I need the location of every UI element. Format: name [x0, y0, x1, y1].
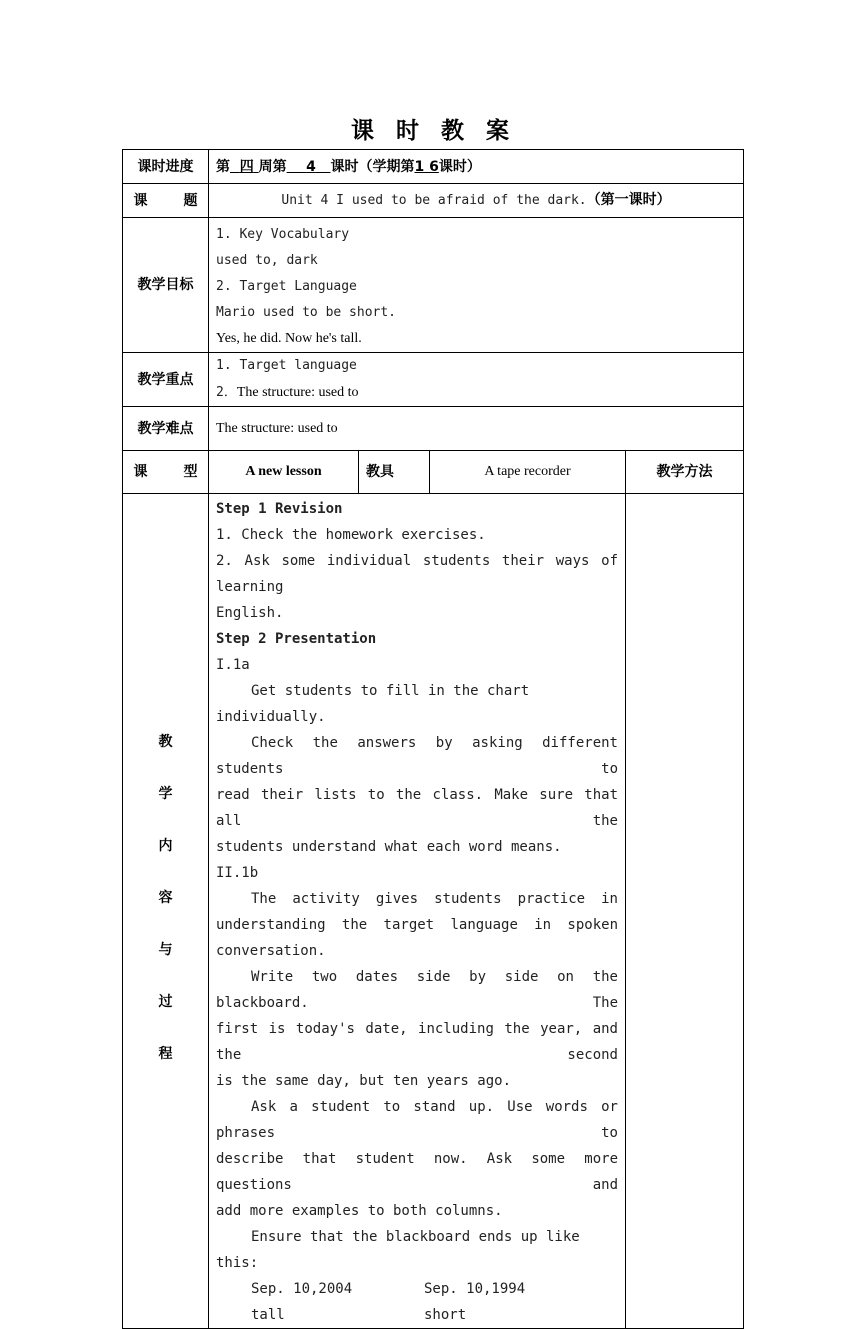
row-process	[123, 494, 744, 1329]
process-line: conversation.	[216, 943, 326, 959]
progress-text: 第	[216, 158, 230, 175]
objective-line: Mario used to be short.	[216, 305, 397, 320]
term-lesson-number: 1 6	[414, 158, 439, 175]
process-line: Ask a student to stand up. Use words or phrases to	[216, 1099, 618, 1141]
difficulties-value: The structure: used to	[209, 407, 744, 451]
title-char: 案	[486, 117, 509, 144]
objectives-value	[209, 218, 744, 353]
aids-label: 教具	[359, 451, 430, 494]
process-line: understanding the target language in spoken	[216, 917, 618, 933]
key-point-line: 2．The structure: used to	[216, 385, 359, 400]
blackboard-words	[216, 1302, 618, 1328]
objective-line: used to, dark	[216, 253, 318, 268]
topic-label: 课 题	[123, 184, 209, 218]
process-line: read their lists to the class. Make sure that all the	[216, 787, 618, 829]
word-now: tall	[251, 1307, 285, 1323]
lesson-number: 4	[306, 158, 316, 175]
process-line: I.1a	[216, 657, 250, 673]
process-line: II.1b	[216, 865, 259, 881]
process-line: 2. Ask some individual students their ways of learning	[216, 553, 618, 595]
key-point-line: 1. Target language	[216, 358, 357, 373]
date-then: Sep. 10,1994	[424, 1281, 526, 1297]
aids-value: A tape recorder	[430, 451, 626, 494]
progress-text: 周第	[258, 158, 287, 175]
process-label: 教 学 内 容 与 过 程	[123, 494, 209, 1329]
process-line: Get students to fill in the chart individually.	[216, 683, 530, 725]
step-heading: Step 1 Revision	[216, 501, 343, 517]
key-points-label: 教学重点	[123, 353, 209, 407]
word-then: short	[424, 1307, 467, 1323]
step-heading: Step 2 Presentation	[216, 631, 377, 647]
objective-line: Yes, he did. Now he's tall.	[216, 331, 362, 346]
row-topic	[123, 184, 744, 218]
process-line: is the same day, but ten years ago.	[216, 1073, 512, 1089]
progress-text: 课时）	[438, 158, 481, 175]
difficulties-label: 教学难点	[123, 407, 209, 451]
progress-text: 课时（学期第	[330, 158, 415, 175]
week-number: 四	[239, 158, 254, 175]
date-now: Sep. 10,2004	[251, 1281, 353, 1297]
progress-value	[209, 150, 744, 184]
process-line: add more examples to both columns.	[216, 1203, 503, 1219]
topic-value	[209, 184, 744, 218]
objective-line: 1. Key Vocabulary	[216, 227, 350, 242]
title-char: 时	[396, 117, 419, 144]
objectives-label: 教学目标	[123, 218, 209, 353]
lesson-plan-table	[122, 149, 744, 1329]
process-content	[209, 494, 626, 1329]
topic-text: Unit 4 I used to be afraid of the dark.	[281, 193, 587, 208]
row-difficulties	[123, 407, 744, 451]
objective-line: 2. Target Language	[216, 279, 357, 294]
lesson-type-label: 课 型	[123, 451, 209, 494]
row-key-points	[123, 353, 744, 407]
blackboard-dates	[216, 1276, 618, 1302]
row-progress	[123, 150, 744, 184]
process-line: Check the answers by asking different students to	[216, 735, 618, 777]
page-title	[0, 112, 860, 145]
method-content	[626, 494, 744, 1329]
process-line: Write two dates side by side on the blackboard. The	[216, 969, 618, 1011]
process-line: describe that student now. Ask some more questions and	[216, 1151, 618, 1193]
method-label: 教学方法	[626, 451, 744, 494]
topic-suffix: （第一课时）	[586, 192, 671, 208]
lesson-type-value: A new lesson	[209, 451, 359, 494]
row-lesson-type	[123, 451, 744, 494]
title-char: 课	[351, 117, 374, 144]
process-line: first is today's date, including the year, and the second	[216, 1021, 618, 1063]
key-points-value	[209, 353, 744, 407]
process-line: 1. Check the homework exercises.	[216, 527, 486, 543]
row-objectives	[123, 218, 744, 353]
process-line: Ensure that the blackboard ends up like this:	[216, 1229, 580, 1271]
process-line: The activity gives students practice in	[251, 891, 618, 907]
process-line: students understand what each word means.	[216, 839, 562, 855]
title-char: 教	[441, 117, 464, 144]
process-line: English.	[216, 605, 284, 621]
progress-label: 课时进度	[123, 150, 209, 184]
